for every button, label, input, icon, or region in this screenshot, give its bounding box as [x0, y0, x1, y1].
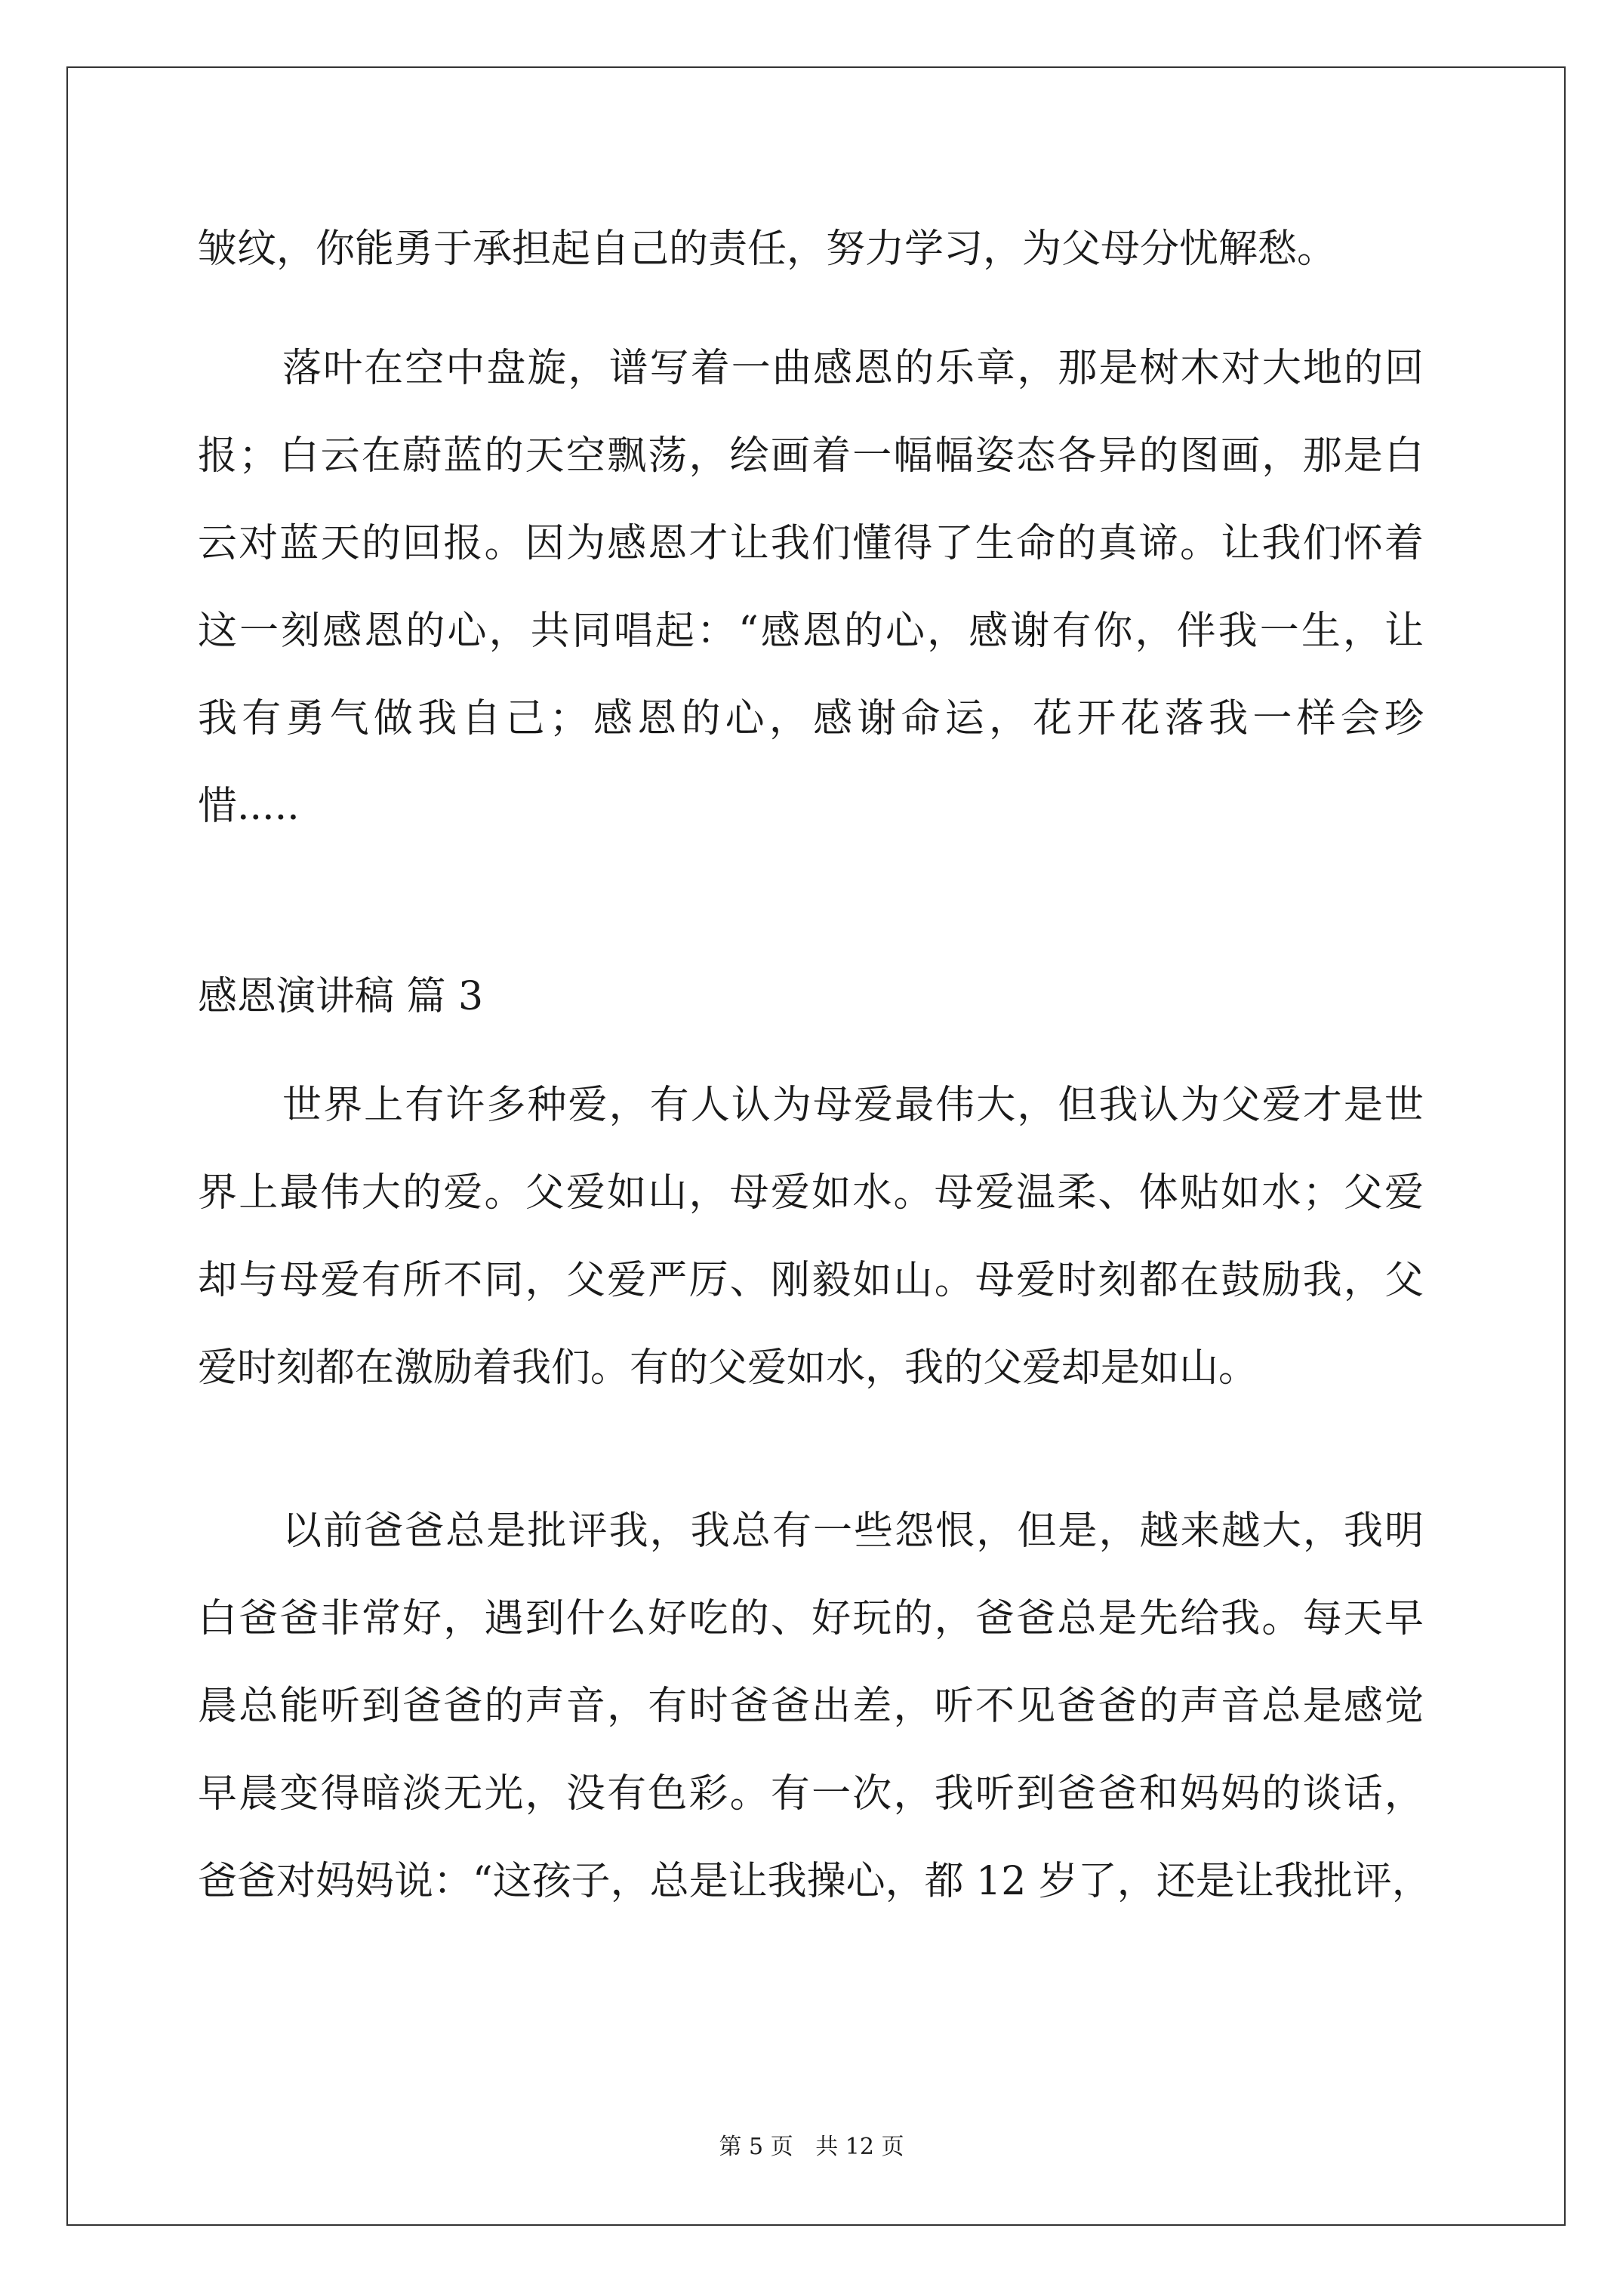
text-line: 早晨变得暗淡无光，没有色彩。有一次，我听到爸爸和妈妈的谈话， — [198, 1771, 1424, 1817]
text-line: 世界上有许多种爱，有人认为母爱最伟大，但我认为父爱才是世 — [282, 1083, 1424, 1128]
text-line: 惜..... — [198, 784, 300, 829]
text-line: 报；白云在蔚蓝的天空飘荡，绘画着一幅幅姿态各异的图画，那是白 — [198, 433, 1424, 479]
paragraph-continuation — [198, 205, 1424, 293]
text-line: 这一刻感恩的心，共同唱起：“感恩的心，感谢有你，伴我一生，让 — [198, 609, 1424, 654]
text-line: 皱纹，你能勇于承担起自己的责任，努力学习，为父母分忧解愁。 — [198, 227, 1337, 272]
text-line: 以前爸爸总是批评我，我总有一些怨恨，但是，越来越大，我明 — [282, 1509, 1424, 1554]
page-number: 第 5 页 — [719, 2134, 793, 2160]
text-line: 爱时刻都在激励着我们。有的父爱如水，我的父爱却是如山。 — [198, 1345, 1258, 1391]
text-line: 晨总能听到爸爸的声音，有时爸爸出差，听不见爸爸的声音总是感觉 — [198, 1684, 1424, 1729]
text-line: 界上最伟大的爱。父爱如山，母爱如水。母爱温柔、体贴如水；父爱 — [198, 1170, 1424, 1216]
paragraph-father-love — [198, 1062, 1424, 1412]
page-total: 共 12 页 — [815, 2134, 904, 2160]
text-line: 云对蓝天的回报。因为感恩才让我们懂得了生命的真谛。让我们怀着 — [198, 521, 1424, 566]
text-line: 却与母爱有所不同，父爱严厉、刚毅如山。母爱时刻都在鼓励我，父 — [198, 1258, 1424, 1303]
paragraph-falling-leaves — [198, 325, 1424, 850]
page-footer — [0, 2128, 1623, 2161]
section-heading: 感恩演讲稿 篇 3 — [198, 974, 484, 1019]
paragraph-father-criticism — [198, 1487, 1431, 1925]
text-line: 白爸爸非常好，遇到什么好吃的、好玩的，爸爸总是先给我。每天早 — [198, 1596, 1424, 1641]
text-line: 我有勇气做我自己；感恩的心，感谢命运，花开花落我一样会珍 — [198, 696, 1424, 741]
text-line: 爸爸对妈妈说：“这孩子，总是让我操心，都 12 岁了，还是让我批评， — [198, 1859, 1431, 1904]
text-line: 落叶在空中盘旋，谱写着一曲感恩的乐章，那是树木对大地的回 — [282, 346, 1424, 391]
